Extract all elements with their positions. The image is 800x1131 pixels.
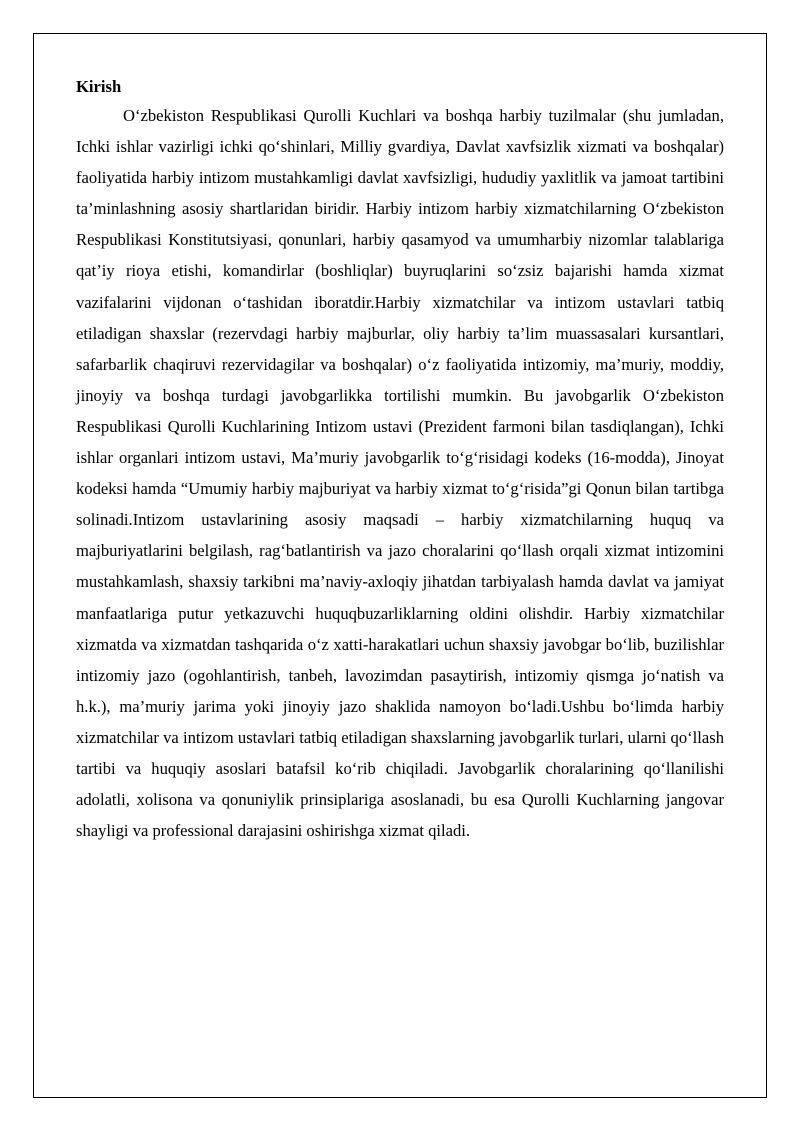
section-heading: Kirish: [76, 77, 122, 96]
body-paragraph: O‘zbekiston Respublikasi Qurolli Kuchlari va boshqa harbiy tuzilmalar (shu jumladan, Ichki ishlar vazirligi ichki qo‘shinlari, Milliy gvardiya, Davlat xavfsizlik xizmati va boshqalar) faoliyatida harbiy intizom mustahkamligi davlat xavfsizligi, hududiy yaxlitlik va jamoat tartibini ta’minlashning asosiy shartlaridan biridir. Harbiy intizom harbiy xizmatchilarning O‘zbekiston Respublikasi Konstitutsiyasi, qonunlari, harbiy qasamyod va umumharbiy nizomlar talablariga qat’iy rioya etishi, komandirlar (boshliqlar) buyruqlarini so‘zsiz bajarishi hamda xizmat vazifalarini vijdonan o‘tashidan iboratdir.Harbiy xizmatchilar va intizom ustavlari tatbiq etiladigan shaxslar (rezervdagi harbiy majburlar, oliy harbiy ta’lim muassasalari kursantlari, safarbarlik chaqiruvi rezervidagilar va boshqalar) o‘z faoliyatida intizomiy, ma’muriy, moddiy, jinoyiy va boshqa turdagi javobgarlikka tortilishi mumkin. Bu javobgarlik O‘zbekiston Respublikasi Qurolli Kuchlarining Intizom ustavi (Prezident farmoni bilan tasdiqlangan), Ichki ishlar organlari intizom ustavi, Ma’muriy javobgarlik to‘g‘risidagi kodeks (16-modda), Jinoyat kodeksi hamda “Umumiy harbiy majburiyat va harbiy xizmat to‘g‘risida”gi Qonun bilan tartibga solinadi.Intizom ustavlarining asosiy maqsadi – harbiy xizmatchilarning huquq va majburiyatlarini belgilash, rag‘batlantirish va jazo choralarini qo‘llash orqali xizmat intizomini mustahkamlash, shaxsiy tarkibni ma’naviy-axloqiy jihatdan tarbiyalash hamda davlat va jamiyat manfaatlariga putur yetkazuvchi huquqbuzarliklarning oldini olishdir. Harbiy xizmatchilar xizmatda va xizmatdan tashqarida o‘z xatti-harakatlari uchun shaxsiy javobgar bo‘lib, buzilishlar intizomiy jazo (ogohlantirish, tanbeh, lavozimdan pasaytirish, intizomiy qismga jo‘natish va h.k.), ma’muriy jarima yoki jinoyiy jazo shaklida namoyon bo‘ladi.Ushbu bo‘limda harbiy xizmatchilar va intizom ustavlari tatbiq etiladigan shaxslarning javobgarlik turlari, ularni qo‘llash tartibi va huquqiy asoslari batafsil ko‘rib chiqiladi. Javobgarlik choralarining qo‘llanilishi adolatli, xolisona va qonuniylik prinsiplariga asoslanadi, bu esa Qurolli Kuchlarning jangovar shayligi va professional darajasini oshirishga xizmat qiladi.: [76, 106, 724, 841]
document-body: [76, 74, 724, 846]
